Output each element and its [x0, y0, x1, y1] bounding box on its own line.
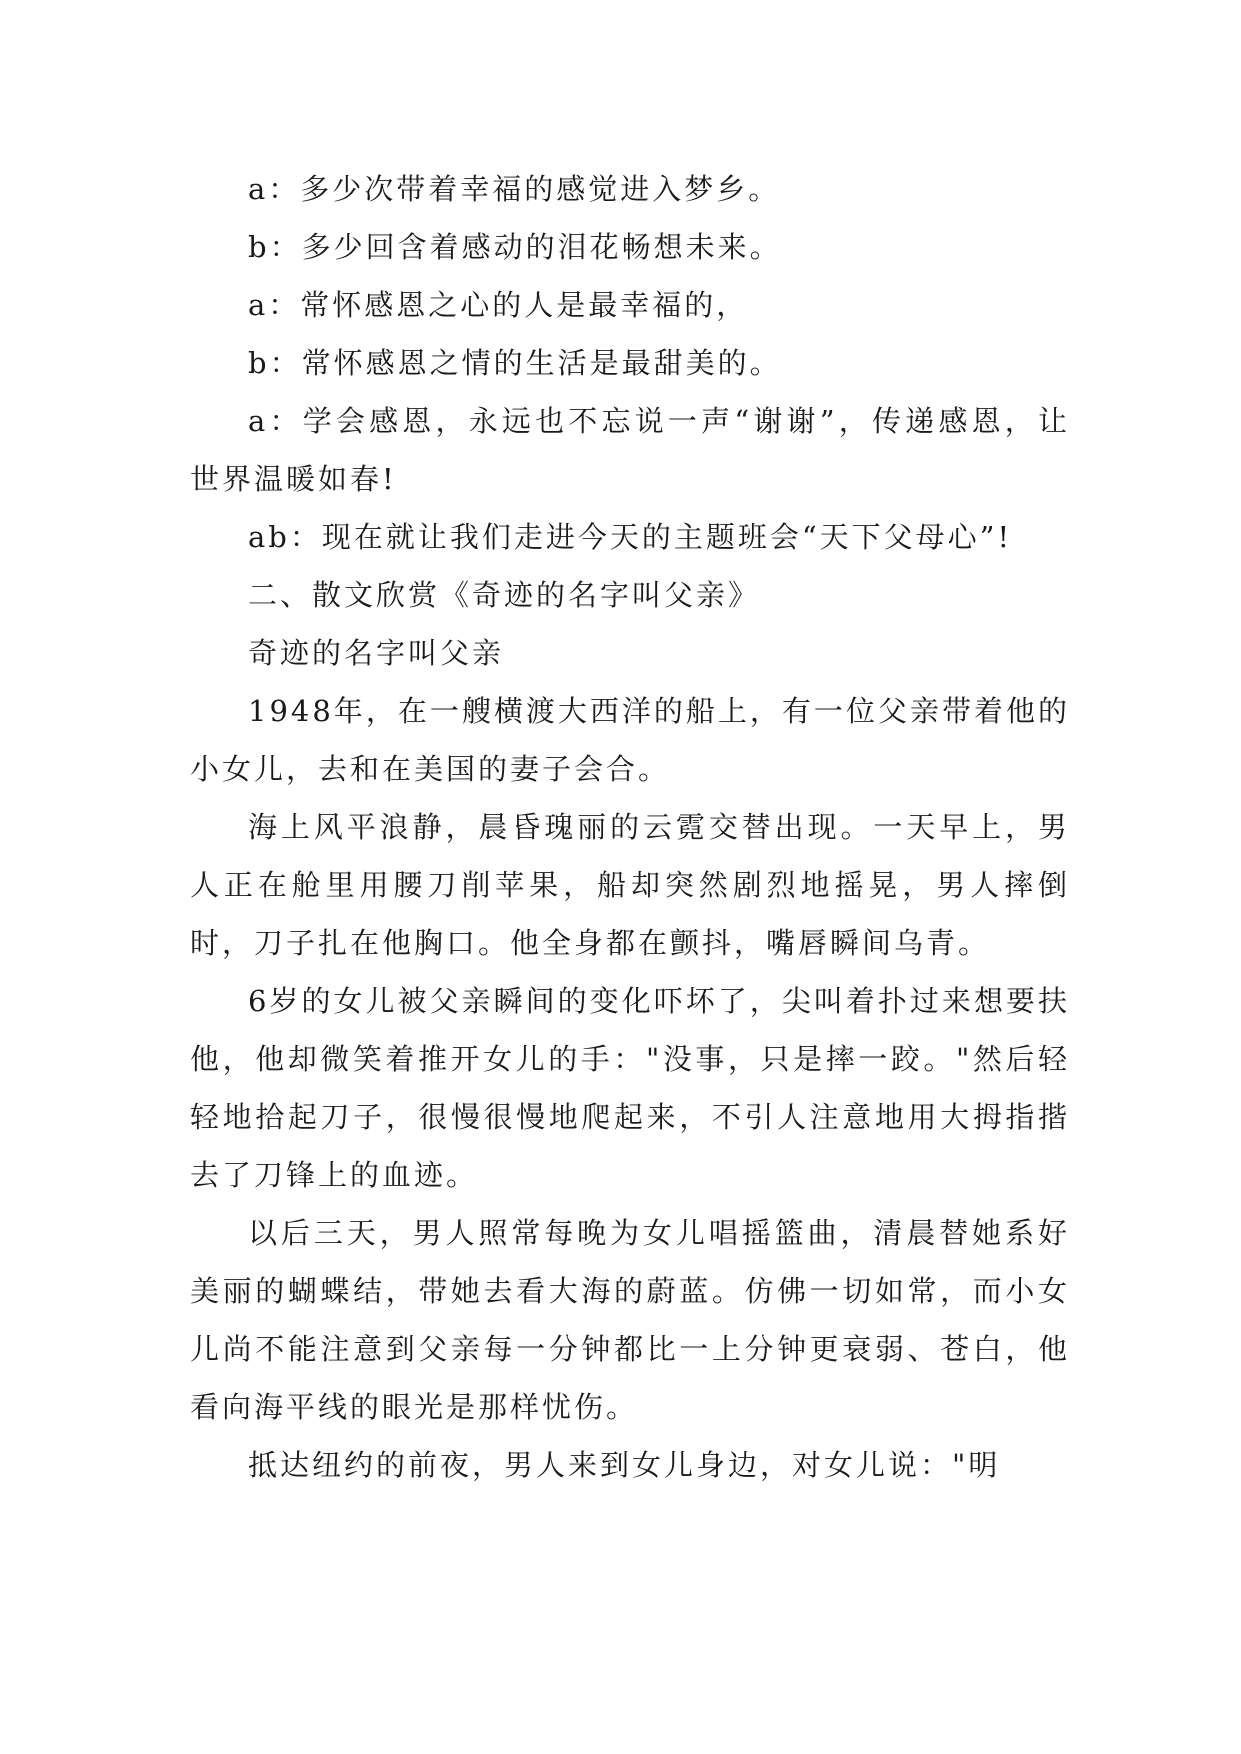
document-body [190, 160, 1070, 1494]
dialogue-line-b-2: b：常怀感恩之情的生活是最甜美的。 [248, 346, 782, 380]
essay-paragraph: 海上风平浪静，晨昏瑰丽的云霓交替出现。一天早上，男人正在舱里用腰刀削苹果，船却突然剧烈地摇晃，男人摔倒时，刀子扎在他胸口。他全身都在颤抖，嘴唇瞬间乌青。 [190, 810, 1070, 960]
essay-paragraph: 1948年，在一艘横渡大西洋的船上，有一位父亲带着他的小女儿，去和在美国的妻子会合。 [190, 694, 1070, 786]
essay-title: 奇迹的名字叫父亲 [248, 636, 505, 670]
dialogue-line-ab: ab：现在就让我们走进今天的主题班会“天下父母心”! [248, 520, 1013, 554]
section-heading: 二、散文欣赏《奇迹的名字叫父亲》 [248, 578, 761, 612]
essay-paragraph: 以后三天，男人照常每晚为女儿唱摇篮曲，清晨替她系好美丽的蝴蝶结，带她去看大海的蔚蓝。仿佛一切如常，而小女儿尚不能注意到父亲每一分钟都比一上分钟更衰弱、苍白，他看向海平线的眼光是那样忧伤。 [190, 1216, 1070, 1424]
dialogue-line-a-1: a：多少次带着幸福的感觉进入梦乡。 [248, 172, 781, 206]
essay-paragraph: 抵达纽约的前夜，男人来到女儿身边，对女儿说："明 [248, 1448, 1001, 1482]
dialogue-line-a-3: a：学会感恩，永远也不忘说一声“谢谢”，传递感恩，让世界温暖如春! [190, 404, 1070, 496]
essay-paragraph: 6岁的女儿被父亲瞬间的变化吓坏了，尖叫着扑过来想要扶他，他却微笑着推开女儿的手："没事，只是摔一跤。"然后轻轻地拾起刀子，很慢很慢地爬起来，不引人注意地用大拇指揩去了刀锋上的血迹。 [190, 984, 1070, 1192]
dialogue-line-a-2: a：常怀感恩之心的人是最幸福的， [248, 288, 749, 322]
dialogue-line-b-1: b：多少回含着感动的泪花畅想未来。 [248, 230, 782, 264]
